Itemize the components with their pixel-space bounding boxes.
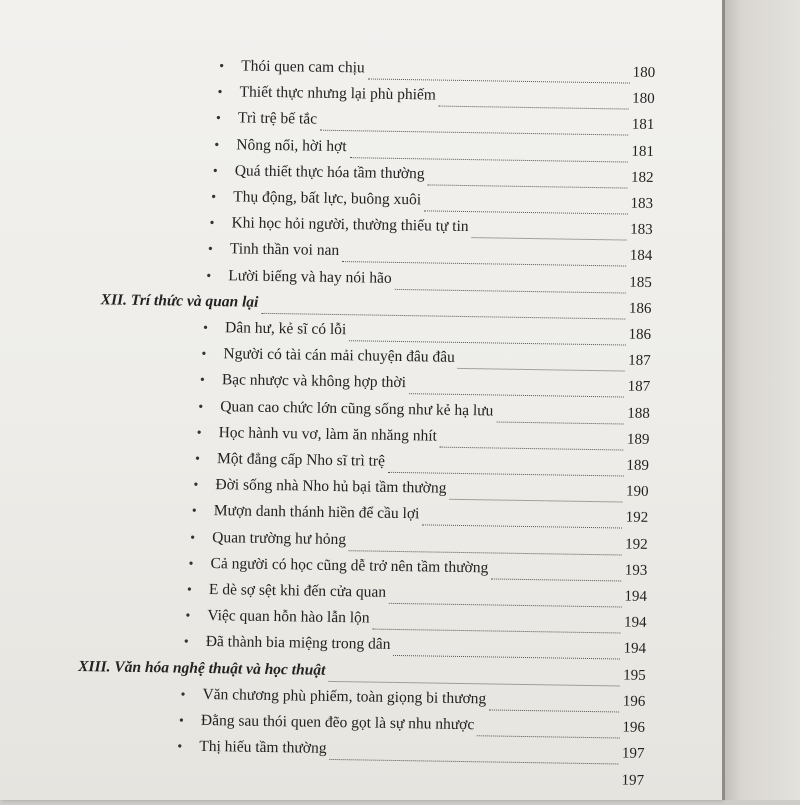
toc-entry-title: Thiết thực nhưng lại phù phiếm: [239, 83, 437, 104]
toc-page-number: 192: [625, 509, 649, 527]
toc-entry-title: Đã thành bia miệng trong dân: [205, 633, 391, 654]
bullet-icon: •: [190, 530, 196, 546]
toc-page-number: 182: [630, 169, 654, 186]
toc-page-number: 180: [632, 90, 655, 108]
toc-page-number: 185: [629, 274, 652, 291]
dot-leader: [440, 446, 624, 450]
bullet-icon: •: [199, 373, 205, 389]
toc-page-number: 194: [623, 614, 647, 632]
toc-page-number: 188: [627, 405, 650, 422]
bullet-icon: •: [185, 608, 191, 624]
toc-page-number: 186: [628, 300, 652, 317]
toc-page-number: 181: [631, 116, 655, 134]
bullet-icon: •: [188, 556, 194, 572]
toc-page-number: 195: [623, 667, 646, 684]
dot-leader: [439, 106, 629, 110]
bullet-icon: •: [186, 582, 193, 598]
trailing-page-number: [584, 772, 644, 799]
bullet-icon: •: [191, 504, 197, 520]
bullet-icon: •: [215, 111, 222, 127]
dot-leader: [477, 735, 619, 738]
dot-leader: [389, 603, 621, 608]
toc-entry-title: Cả người có học cũng dễ trở nên tầm thường: [210, 554, 489, 577]
bullet-icon: •: [212, 163, 218, 179]
dot-leader: [424, 210, 628, 214]
dot-leader: [496, 421, 624, 424]
toc-entry-title: Đời sống nhà Nho hủ bại tầm thường: [215, 476, 447, 497]
toc-page-number: 181: [631, 143, 655, 160]
toc-entry-title: Thói quen cam chịu: [241, 57, 365, 77]
toc-page-number: 183: [630, 195, 654, 212]
toc-entry-title: E dè sợ sệt khi đến cửa quan: [208, 581, 387, 601]
dot-leader: [368, 78, 630, 83]
bullet-icon: •: [178, 713, 184, 729]
toc-entry-title: Văn chương phù phiếm, toàn giọng bi thương: [202, 685, 487, 708]
toc-entry-title: Thị hiếu tầm thường: [199, 738, 327, 758]
dot-leader: [320, 130, 629, 136]
toc-entry-title: XII. Trí thức và quan lại: [100, 291, 259, 311]
dot-leader: [409, 394, 625, 398]
toc-entry-title: Bạc nhược và không hợp thời: [221, 371, 407, 392]
toc-entry-title: Việc quan hỗn hào lẫn lộn: [207, 607, 370, 627]
bullet-icon: •: [194, 451, 201, 467]
dot-leader: [491, 578, 622, 581]
toc-page-number: 187: [627, 378, 651, 396]
page-edge: [722, 0, 800, 800]
toc-entry-title: Quan cao chức lớn cũng sống như kẻ hạ lưu: [220, 397, 494, 420]
toc-entry-title: Thụ động, bất lực, buông xuôi: [233, 188, 422, 209]
dot-leader: [458, 368, 625, 372]
bullet-icon: •: [206, 268, 212, 284]
dot-leader: [449, 499, 623, 503]
toc-page-number: 193: [624, 562, 648, 579]
bullet-icon: •: [198, 399, 204, 415]
toc-entry-title: XIII. Văn hóa nghệ thuật và học thuật: [78, 657, 326, 679]
toc-page-number: 186: [628, 326, 652, 343]
dot-leader: [349, 550, 622, 555]
dot-leader: [349, 157, 628, 162]
bullet-icon: •: [193, 477, 199, 494]
dot-leader: [349, 340, 625, 345]
bullet-icon: •: [196, 425, 202, 441]
toc-page-number: 194: [623, 640, 647, 658]
dot-leader: [342, 261, 627, 266]
toc-page-number: 183: [630, 221, 653, 239]
bullet-icon: •: [202, 320, 209, 336]
toc-page-number: 196: [622, 719, 646, 736]
dot-leader: [388, 472, 624, 477]
dot-leader: [395, 288, 627, 293]
toc-page-number: 190: [625, 483, 649, 501]
toc-entry-title: Quá thiết thực hóa tầm thường: [234, 162, 425, 183]
toc-page-number: 189: [626, 431, 650, 448]
bullet-icon: •: [201, 347, 207, 363]
toc-page-number: 196: [622, 693, 646, 710]
dot-leader: [471, 237, 627, 240]
bullet-icon: •: [214, 137, 220, 153]
toc-page-number: 189: [626, 457, 650, 474]
dot-leader: [427, 184, 627, 188]
toc-page-number: 192: [625, 536, 648, 553]
dot-leader: [328, 681, 620, 687]
toc-entry-title: Đằng sau thói quen đẽo gọt là sự nhu nhược: [200, 711, 475, 734]
toc-entry-title: Nông nổi, hời hợt: [236, 135, 347, 155]
toc-page-number: 180: [632, 64, 656, 81]
dot-leader: [372, 629, 620, 634]
bullet-icon: •: [180, 687, 186, 703]
bullet-icon: •: [207, 242, 213, 258]
toc-entry-title: Người có tài cán mải chuyện đâu đâu: [223, 345, 455, 367]
toc-entry-title: Tinh thần voi nan: [229, 240, 340, 260]
dot-leader: [422, 525, 622, 529]
dot-leader: [329, 759, 618, 765]
toc-entry-title: Khi học hỏi người, thường thiếu tự tin: [231, 214, 469, 236]
dot-leader: [261, 313, 626, 320]
bullet-icon: •: [209, 216, 215, 232]
toc-page-number: 197: [621, 772, 645, 790]
toc-entry-title: Một đẳng cấp Nho sĩ trì trệ: [216, 450, 386, 470]
bullet-icon: •: [211, 190, 217, 206]
toc-entry-title: Dân hư, kẻ sĩ có lỗi: [224, 319, 347, 339]
toc-page-number: 187: [628, 352, 651, 370]
toc-page-number: 184: [629, 247, 653, 265]
toc-entry-title: Trì trệ bế tắc: [237, 109, 318, 129]
toc-page-number: 194: [624, 588, 648, 605]
dot-leader: [489, 709, 620, 712]
toc-entry-title: Học hành vu vơ, làm ăn nhăng nhít: [218, 423, 438, 445]
toc-entry-title: Lười biếng và hay nói hão: [228, 266, 392, 287]
toc-entry-title: Quan trường hư hỏng: [212, 528, 347, 548]
dot-leader: [393, 655, 620, 660]
toc-page-number: 197: [621, 745, 645, 763]
bullet-icon: •: [183, 635, 189, 651]
bullet-icon: •: [219, 59, 225, 75]
bullet-icon: •: [217, 85, 223, 101]
bullet-icon: •: [177, 739, 183, 755]
toc-entry-title: Mượn danh thánh hiền để cầu lợi: [213, 502, 420, 523]
